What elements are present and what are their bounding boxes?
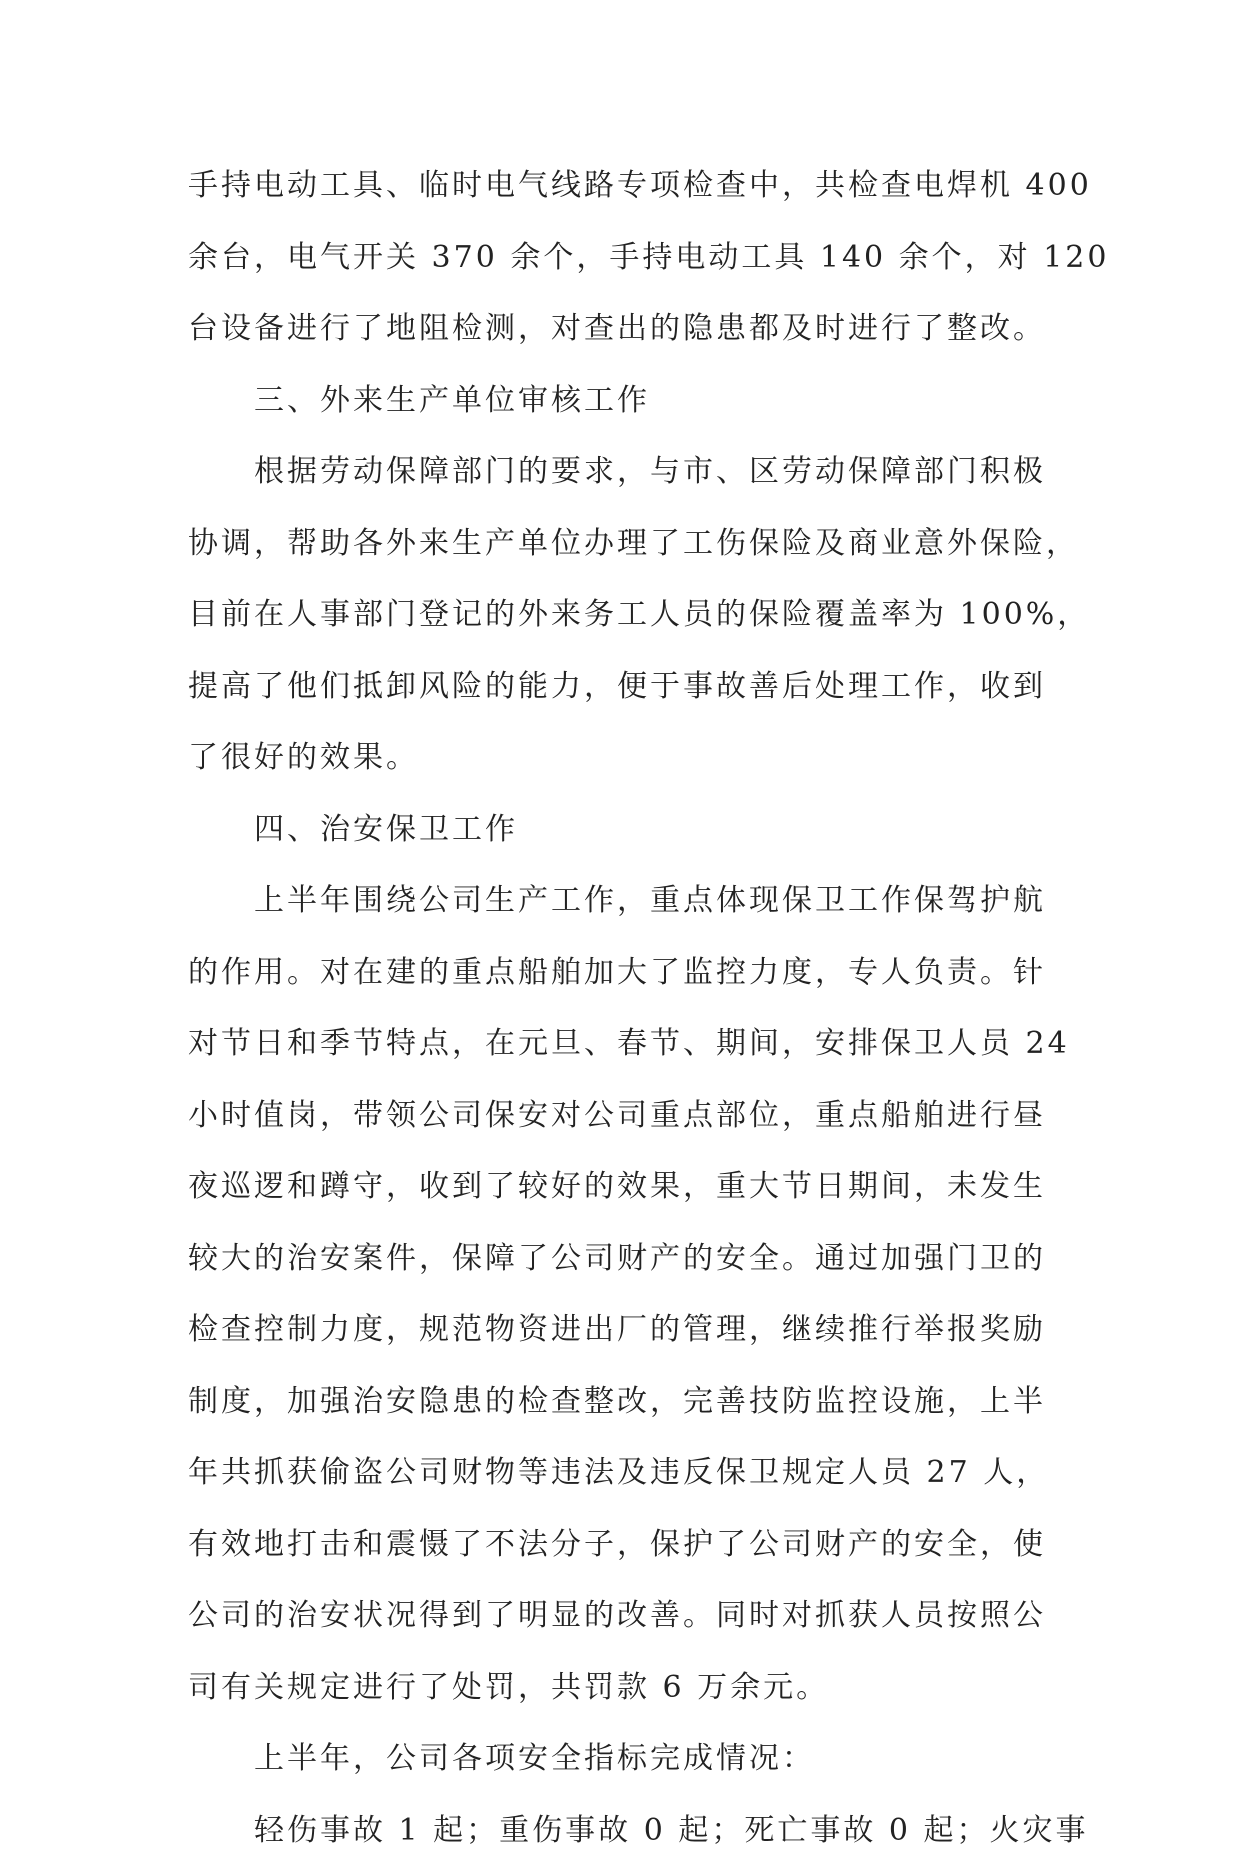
section-heading: 三、外来生产单位审核工作 [188,365,1068,437]
text-line: 协调，帮助各外来生产单位办理了工伤保险及商业意外保险， [188,508,1068,580]
text-line: 余台，电气开关 370 余个，手持电动工具 140 余个，对 120 [188,222,1068,294]
text-line: 制度，加强治安隐患的检查整改，完善技防监控设施，上半 [188,1366,1068,1438]
text-line: 司有关规定进行了处罚，共罚款 6 万余元。 [188,1652,1068,1724]
text-line: 目前在人事部门登记的外来务工人员的保险覆盖率为 100%， [188,579,1068,651]
text-line: 夜巡逻和蹲守，收到了较好的效果，重大节日期间，未发生 [188,1151,1068,1223]
text-line: 手持电动工具、临时电气线路专项检查中，共检查电焊机 400 [188,150,1068,222]
text-line: 上半年，公司各项安全指标完成情况： [188,1723,1068,1795]
document-body [188,150,1068,1866]
text-line: 公司的治安状况得到了明显的改善。同时对抓获人员按照公 [188,1580,1068,1652]
text-line: 提高了他们抵卸风险的能力，便于事故善后处理工作，收到 [188,651,1068,723]
text-line: 的作用。对在建的重点船舶加大了监控力度，专人负责。针 [188,937,1068,1009]
text-line: 上半年围绕公司生产工作，重点体现保卫工作保驾护航 [188,865,1068,937]
section-heading: 四、治安保卫工作 [188,794,1068,866]
text-line: 台设备进行了地阻检测，对查出的隐患都及时进行了整改。 [188,293,1068,365]
text-line: 小时值岗，带领公司保安对公司重点部位，重点船舶进行昼 [188,1080,1068,1152]
text-line: 轻伤事故 1 起；重伤事故 0 起；死亡事故 0 起；火灾事 [188,1795,1068,1866]
text-line: 对节日和季节特点，在元旦、春节、期间，安排保卫人员 24 [188,1008,1068,1080]
text-line: 根据劳动保障部门的要求，与市、区劳动保障部门积极 [188,436,1068,508]
text-line: 检查控制力度，规范物资进出厂的管理，继续推行举报奖励 [188,1294,1068,1366]
text-line: 有效地打击和震慑了不法分子，保护了公司财产的安全，使 [188,1509,1068,1581]
text-line: 较大的治安案件，保障了公司财产的安全。通过加强门卫的 [188,1223,1068,1295]
text-line: 了很好的效果。 [188,722,1068,794]
text-line: 年共抓获偷盗公司财物等违法及违反保卫规定人员 27 人， [188,1437,1068,1509]
